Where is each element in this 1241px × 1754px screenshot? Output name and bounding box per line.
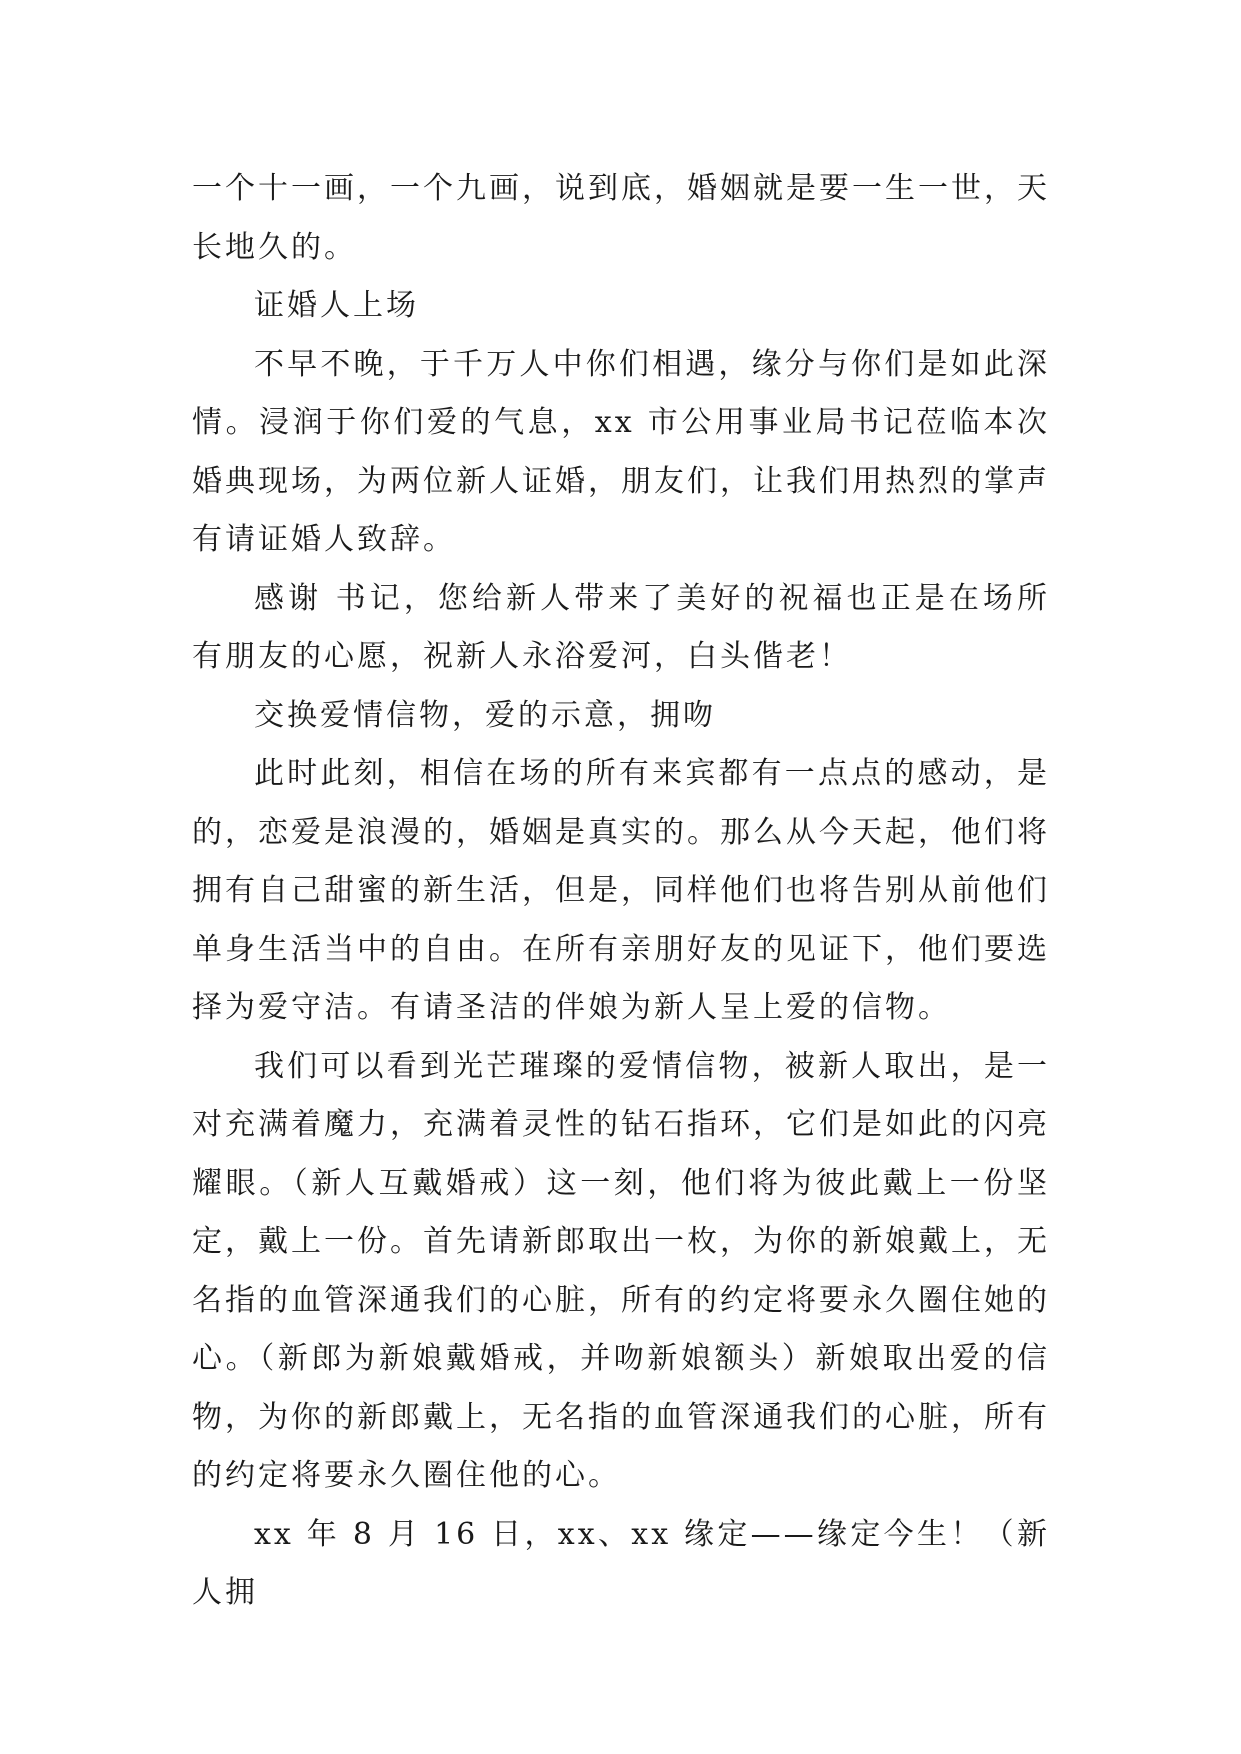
paragraph-1: 一个十一画，一个九画，说到底，婚姻就是要一生一世，天长地久的。 (192, 171, 1050, 265)
heading-officiant: 证婚人上场 (254, 288, 419, 323)
paragraph-6: 此时此刻，相信在场的所有来宾都有一点点的感动，是的，恋爱是浪漫的，婚姻是真实的。那么从今天起，他们将拥有自己甜蜜的新生活，但是，同样他们也将告别从前他们单身生活当中的自由。在所有亲朋好友的见证下，他们要选择为爱守洁。有请圣洁的伴娘为新人呈上爱的信物。 (192, 756, 1050, 1025)
paragraph-7: 我们可以看到光芒璀璨的爱情信物，被新人取出，是一对充满着魔力，充满着灵性的钻石指环，它们是如此的闪亮耀眼。（新人互戴婚戒）这一刻，他们将为彼此戴上一份坚定，戴上一份。首先请新郎取出一枚，为你的新娘戴上，无名指的血管深通我们的心脏，所有的约定将要永久圈住她的心。（新郎为新娘戴婚戒，并吻新娘额头）新娘取出爱的信物，为你的新郎戴上，无名指的血管深通我们的心脏，所有的约定将要永久圈住他的心。 (192, 1048, 1050, 1493)
paragraph-3: 不早不晚，于千万人中你们相遇，缘分与你们是如此深情。浸润于你们爱的气息，xx 市公用事业局书记莅临本次婚典现场，为两位新人证婚，朋友们，让我们用热烈的掌声有请证婚人致辞。 (192, 346, 1050, 557)
heading-exchange-tokens: 交换爱情信物，爱的示意，拥吻 (254, 697, 716, 733)
document-body (192, 160, 1050, 1623)
paragraph-8: xx 年 8 月 16 日，xx、xx 缘定——缘定今生！（新人拥 (192, 1516, 1050, 1610)
paragraph-4: 感谢 书记，您给新人带来了美好的祝福也正是在场所有朋友的心愿，祝新人永浴爱河，白头偕老！ (192, 580, 1050, 674)
